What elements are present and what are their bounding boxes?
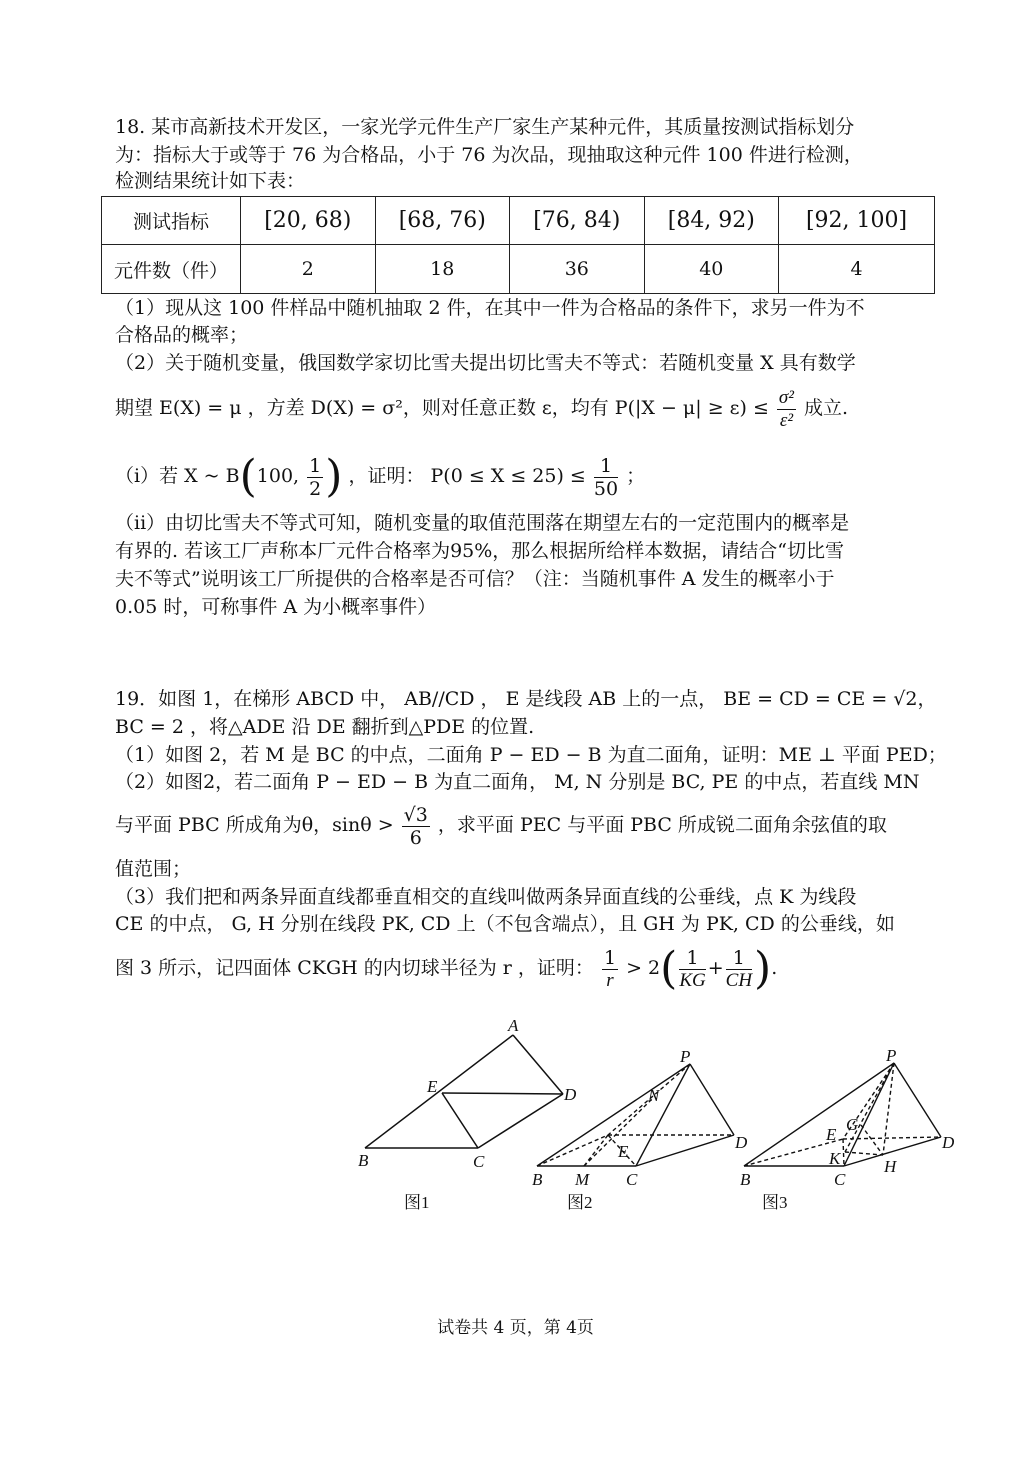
label-M: M [575, 1170, 590, 1189]
q18-part-i-paren-content: 100, [256, 465, 300, 487]
table-cell: [20, 68) [241, 197, 376, 245]
q18-part-i-text-b: ，证明： P(0 ≤ X ≤ 25) ≤ [348, 465, 586, 487]
q18-part-ii-line3: 夫不等式”说明该工厂所提供的合格率是否可信？（注：当随机事件 A 发生的概率小于 [115, 568, 835, 590]
q19-part2-text-a: 与平面 PBC 所成角为θ，sinθ > [115, 814, 394, 836]
label-K: K [829, 1149, 841, 1168]
label-P: P [680, 1047, 691, 1066]
table-cell: 2 [241, 245, 376, 294]
label-C: C [834, 1170, 846, 1189]
table-header-cell: 测试指标 [102, 197, 241, 245]
q18-line2: 为：指标大于或等于 76 为合格品，小于 76 为次品，现抽取这种元件 100 件进行检测， [115, 144, 863, 166]
segment-PB [537, 1064, 690, 1166]
q19-part3-line1: （3）我们把和两条异面直线都垂直相交的直线叫做两条异面直线的公垂线，点 K 为线段 [115, 886, 857, 908]
fraction [679, 947, 705, 992]
q19-part3-line2: CE 的中点， G, H 分别在线段 PK, CD 上（不包含端点），且 GH 为 PK, CD 的公垂线，如 [115, 913, 895, 935]
fraction [777, 387, 796, 432]
q18-part2-line2 [115, 384, 848, 432]
table-cell: [68, 76) [375, 197, 510, 245]
fraction-denominator: 6 [409, 826, 422, 849]
figure-3-caption: 图3 [762, 1193, 788, 1212]
label-E: E [826, 1125, 837, 1144]
q19-part2-line2 [115, 800, 887, 850]
stats-table [101, 196, 935, 294]
label-C: C [473, 1152, 485, 1171]
q18-part-i [115, 448, 645, 505]
label-H: H [884, 1157, 897, 1176]
fraction-numerator: 1 [726, 947, 752, 970]
q19-part2-line1: （2）如图2，若二面角 P − ED − B 为直二面角， M, N 分别是 BC, PE 的中点，若直线 MN [115, 771, 920, 793]
fraction [602, 947, 618, 992]
fraction-denominator: 50 [593, 477, 619, 500]
table-cell: [76, 84) [510, 197, 645, 245]
fraction-denominator: r [606, 969, 614, 991]
table-cell: 18 [375, 245, 510, 294]
table-header-cell: 元件数（件） [102, 245, 241, 294]
paren-open: ( [239, 451, 257, 502]
label-B: B [532, 1170, 543, 1189]
label-D: D [564, 1085, 577, 1104]
fraction-denominator: 2 [309, 477, 322, 500]
page-footer: 试卷共 4 页，第 4页 [437, 1318, 594, 1338]
table-cell: 40 [644, 245, 779, 294]
q19-part1: （1）如图 2，若 M 是 BC 的中点，二面角 P − ED − B 为直二面角，证明：ME ⊥ 平面 PED； [115, 744, 947, 766]
label-C: C [626, 1170, 638, 1189]
figure-2 [537, 1064, 734, 1166]
segment-ED [442, 1093, 563, 1094]
label-D: D [942, 1133, 955, 1152]
fraction-numerator: 1 [594, 455, 618, 478]
q18-part-ii-line1: （ii）由切比雪夫不等式可知，随机变量的取值范围落在期望左右的一定范围内的概率是 [115, 512, 850, 534]
q18-part-ii-line2: 有界的. 若该工厂声称本厂元件合格率为95%，那么根据所给样本数据，请结合“切比雪 [115, 540, 845, 562]
q19-part3-line3 [115, 940, 777, 997]
fraction-denominator: CH [725, 969, 753, 991]
fraction [726, 947, 752, 992]
segment-PC [636, 1064, 690, 1166]
fraction-numerator: 1 [603, 946, 617, 969]
paren-close: ) [754, 943, 772, 994]
label-E: E [427, 1077, 438, 1096]
fraction [594, 455, 618, 500]
q18-part-i-text-c: ； [626, 465, 646, 487]
segment-PD [894, 1063, 941, 1137]
table-cell: 36 [510, 245, 645, 294]
q18-part-ii-line4: 0.05 时，可称事件 A 为小概率事件） [115, 596, 437, 618]
label-D: D [735, 1133, 748, 1152]
table-cell: [84, 92) [644, 197, 779, 245]
fraction-numerator: σ² [778, 386, 794, 408]
fraction-numerator: 1 [679, 947, 705, 970]
figure-3 [744, 1063, 941, 1166]
segment-BE [537, 1135, 608, 1166]
label-B: B [740, 1170, 751, 1189]
q19-line1: 19．如图 1，在梯形 ABCD 中， AB//CD ， E 是线段 AB 上的一点， BE = CD = CE = √2， [115, 688, 937, 710]
table-row [102, 197, 935, 245]
q19-part3-plus: + [707, 957, 724, 979]
label-G: G [846, 1115, 859, 1134]
figure-3-labels [740, 1046, 955, 1189]
table-cell: [92, 100] [779, 197, 935, 245]
q18-part2-line1: （2）关于随机变量，俄国数学家切比雪夫提出切比雪夫不等式：若随机变量 X 具有数学 [115, 352, 856, 374]
label-B: B [358, 1151, 369, 1170]
paren-open: ( [660, 943, 678, 994]
segment-EC [442, 1093, 478, 1148]
paren-close: ) [325, 451, 343, 502]
figure-2-caption: 图2 [567, 1193, 593, 1212]
segment-AD [513, 1035, 563, 1094]
segment-PD [690, 1064, 734, 1135]
segment-BA [365, 1035, 513, 1148]
label-A: A [508, 1016, 519, 1035]
q19-line2: BC = 2 ，将△ADE 沿 DE 翻折到△PDE 的位置. [115, 716, 535, 738]
q18-part2-text-a: 期望 E(X) = μ ，方差 D(X) = σ²，则对任意正数 ε，均有 P(|X − μ| ≥ ε) ≤ [115, 397, 769, 419]
q18-part2-text-b: 成立. [804, 397, 849, 419]
segment-PB [744, 1063, 894, 1166]
q19-part3-text-a: 图 3 所示，记四面体 CKGH 的内切球半径为 r ，证明： [115, 957, 594, 979]
q18-part-i-text-a: （i）若 X ~ B [115, 465, 240, 487]
table-cell: 4 [779, 245, 935, 294]
fraction-denominator: KG [679, 969, 706, 991]
segment-DC [478, 1094, 563, 1148]
q19-part2-line3: 值范围； [115, 858, 192, 880]
q19-part2-text-b: ，求平面 PEC 与平面 PBC 所成锐二面角余弦值的取 [437, 814, 887, 836]
q19-part3-end: . [771, 957, 778, 979]
label-P: P [886, 1046, 897, 1065]
q18-part1-line1: （1）现从这 100 件样品中随机抽取 2 件，在其中一件为合格品的条件下，求另一件为不 [115, 297, 865, 319]
figure-1-caption: 图1 [404, 1193, 430, 1212]
table-row [102, 245, 935, 294]
q18-part1-line2: 合格品的概率； [115, 324, 249, 346]
segment-GH [861, 1125, 883, 1155]
fraction-denominator: ε² [779, 409, 794, 431]
figure-2-labels [532, 1047, 748, 1189]
figures [0, 1010, 1031, 1220]
q18-line3: 检测结果统计如下表： [115, 170, 306, 192]
fraction [307, 455, 323, 500]
q18-line1: 18. 某市高新技术开发区，一家光学元件生产厂家生产某种元件，其质量按测试指标划分 [115, 116, 855, 138]
segment-EC [843, 1139, 844, 1166]
fraction-numerator: 1 [309, 454, 322, 477]
label-N: N [648, 1086, 660, 1105]
label-E: E [618, 1142, 629, 1161]
fraction-numerator: √3 [403, 803, 428, 826]
q19-part3-gt: > 2 [626, 957, 661, 979]
figure-1 [365, 1035, 563, 1148]
fraction [402, 804, 430, 849]
